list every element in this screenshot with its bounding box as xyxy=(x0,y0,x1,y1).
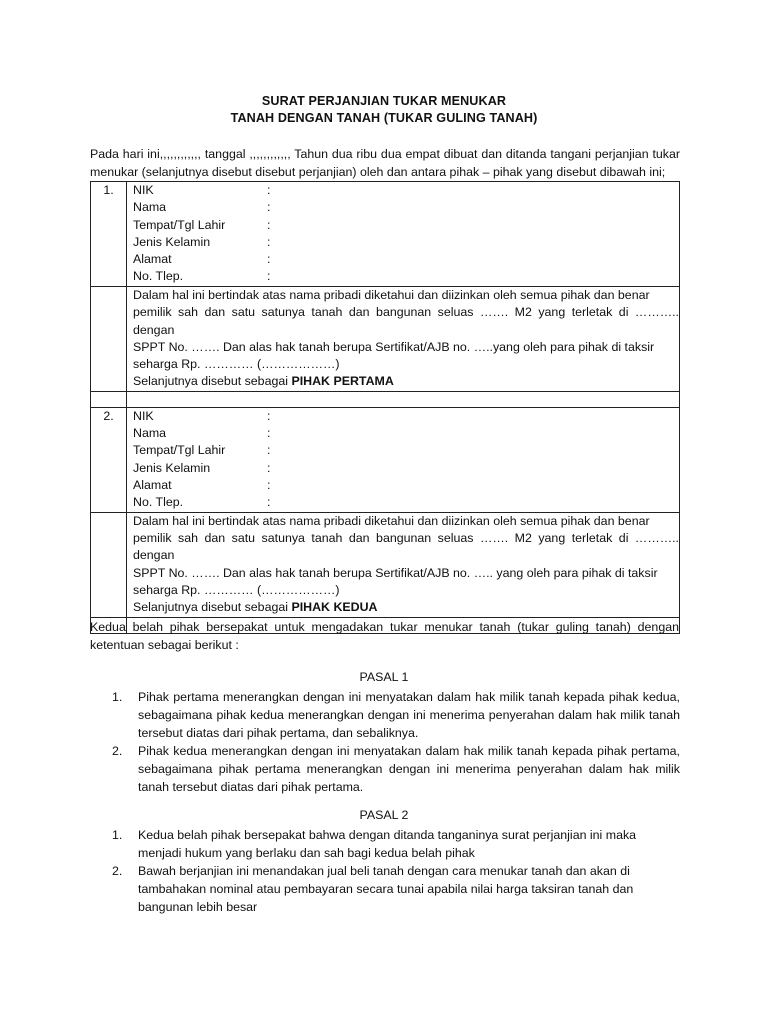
field-label: Jenis Kelamin xyxy=(133,234,211,249)
field-row xyxy=(133,217,679,234)
field-colon: : xyxy=(267,443,271,458)
item-line: tambahakan nominal atau pembayaran secara tunai apabila nilai harga taksiran tanah dan xyxy=(138,882,634,896)
party2-desc-line: pemilik sah dan satu satunya tanah dan bangunan seluas ……. M2 yang terletak di ……….. dengan xyxy=(133,531,679,563)
field-colon: : xyxy=(267,183,271,197)
field-colon: : xyxy=(267,200,271,215)
field-colon: : xyxy=(267,426,271,441)
field-row xyxy=(133,494,679,511)
field-colon: : xyxy=(267,460,271,475)
item-number: 2. xyxy=(112,864,123,878)
pasal2-list xyxy=(90,826,680,916)
field-label: Alamat xyxy=(133,252,172,267)
item-number: 1. xyxy=(112,828,123,842)
intro-paragraph: Pada hari ini,,,,,,,,,,,, tanggal ,,,,,,,,,,,, Tahun dua ribu dua empat dibuat dan ditanda tangani perjanjian tukar menukar (selanjutnya disebut disebut perjanjian) oleh dan antara pihak – pihak yang disebut dibawah ini; xyxy=(90,147,680,179)
empty-cell xyxy=(91,391,127,407)
party1-desc-line: pemilik sah dan satu satunya tanah dan bangunan seluas ……. M2 yang terletak di ……….. dengan xyxy=(133,305,679,337)
empty-cell xyxy=(127,391,680,407)
party2-description xyxy=(127,512,680,617)
list-item xyxy=(90,742,680,796)
field-label: Jenis Kelamin xyxy=(133,460,211,475)
parties-table xyxy=(90,181,680,634)
field-row xyxy=(133,425,679,442)
field-colon: : xyxy=(267,234,271,249)
field-row xyxy=(133,199,679,216)
party1-designation xyxy=(133,373,679,390)
party1-desc-line: SPPT No. ……. Dan alas hak tanah berupa Sertifikat/AJB no. …..yang oleh para pihak di taksir xyxy=(133,339,655,354)
designation-prefix: Selanjutnya disebut sebagai xyxy=(133,600,292,615)
agreement-paragraph: Kedua belah pihak bersepakat untuk mengadakan tukar menukar tanah (tukar guling tanah) dengan ketentuan sebagai berikut : xyxy=(90,620,679,652)
list-item xyxy=(90,862,680,916)
item-line: Bawah berjanjian ini menandakan jual beli tanah dengan cara menukar tanah dan akan di xyxy=(138,864,630,878)
designation-prefix: Selanjutnya disebut sebagai xyxy=(133,374,292,389)
party2-description-row xyxy=(91,512,680,617)
party2-fields xyxy=(127,407,680,512)
party1-fields xyxy=(127,182,680,287)
field-label: NIK xyxy=(133,408,154,423)
field-colon: : xyxy=(267,252,271,267)
party1-number: 1. xyxy=(91,182,127,287)
party2-number: 2. xyxy=(91,407,127,512)
field-row xyxy=(133,460,679,477)
party1-description xyxy=(127,287,680,392)
field-row xyxy=(133,182,679,199)
field-row xyxy=(133,268,679,285)
field-row xyxy=(133,251,679,268)
item-text: Pihak pertama menerangkan dengan ini menyatakan dalam hak milik tanah kepada pihak kedua, sebagaimana pihak kedua menerangkan dengan ini menerima penyerahan dalam hak milik tanah tersebut diatas dari pihak pertama, dan sebaliknya. xyxy=(138,690,680,740)
spacer-row xyxy=(91,391,680,407)
field-colon: : xyxy=(267,217,271,232)
document-title-line1: SURAT PERJANJIAN TUKAR MENUKAR xyxy=(261,94,507,108)
field-label: No. Tlep. xyxy=(133,269,184,284)
document-title-line2: TANAH DENGAN TANAH (TUKAR GULING TANAH) xyxy=(230,111,538,125)
party1-desc-line: Dalam hal ini bertindak atas nama pribadi diketahui dan diizinkan oleh semua pihak dan benar xyxy=(133,288,650,302)
pasal1-heading: PASAL 1 xyxy=(359,670,409,684)
party1-desc-line: seharga Rp. ………… (………………) xyxy=(133,357,340,372)
field-row xyxy=(133,234,679,251)
pasal2-heading: PASAL 2 xyxy=(359,808,409,822)
empty-cell xyxy=(91,287,127,392)
item-line: bangunan lebih besar xyxy=(138,900,258,914)
item-line: menjadi hukum yang berlaku dan sah bagi kedua belah pihak xyxy=(138,846,475,860)
field-row xyxy=(133,408,679,425)
party2-desc-line: SPPT No. ……. Dan alas hak tanah berupa Sertifikat/AJB no. ….. yang oleh para pihak di taksir xyxy=(133,565,658,580)
list-item xyxy=(90,688,680,742)
field-label: Nama xyxy=(133,200,167,215)
party1-identity-row xyxy=(91,182,680,287)
item-number: 1. xyxy=(112,690,123,704)
field-label: No. Tlep. xyxy=(133,495,184,510)
party2-name: PIHAK KEDUA xyxy=(291,600,378,615)
party2-desc-line: Dalam hal ini bertindak atas nama pribadi diketahui dan diizinkan oleh semua pihak dan benar xyxy=(133,513,650,528)
item-number: 2. xyxy=(112,744,123,758)
field-row xyxy=(133,442,679,459)
party2-desc-line: seharga Rp. ………… (………………) xyxy=(133,582,340,597)
party1-name: PIHAK PERTAMA xyxy=(291,374,394,389)
item-line: Kedua belah pihak bersepakat bahwa dengan ditanda tanganinya surat perjanjian ini maka xyxy=(138,828,637,842)
field-label: NIK xyxy=(133,183,154,197)
list-item xyxy=(90,826,680,862)
field-row xyxy=(133,477,679,494)
field-colon: : xyxy=(267,408,271,423)
field-colon: : xyxy=(267,269,271,284)
field-label: Alamat xyxy=(133,477,172,492)
field-colon: : xyxy=(267,477,271,492)
field-label: Nama xyxy=(133,426,167,441)
field-colon: : xyxy=(267,495,271,510)
party2-identity-row xyxy=(91,407,680,512)
pasal1-list xyxy=(90,688,680,796)
field-label: Tempat/Tgl Lahir xyxy=(133,443,226,458)
party2-designation xyxy=(133,599,679,616)
field-label: Tempat/Tgl Lahir xyxy=(133,217,226,232)
party1-description-row xyxy=(91,287,680,392)
empty-cell xyxy=(91,512,127,617)
item-text: Pihak kedua menerangkan dengan ini menyatakan dalam hak milik tanah kepada pihak pertama, sebagaimana pihak pertama menerangkan dengan ini menerima penyerahan dalam hak milik tanah tersebut diatas dari pihak pertama. xyxy=(138,744,680,794)
